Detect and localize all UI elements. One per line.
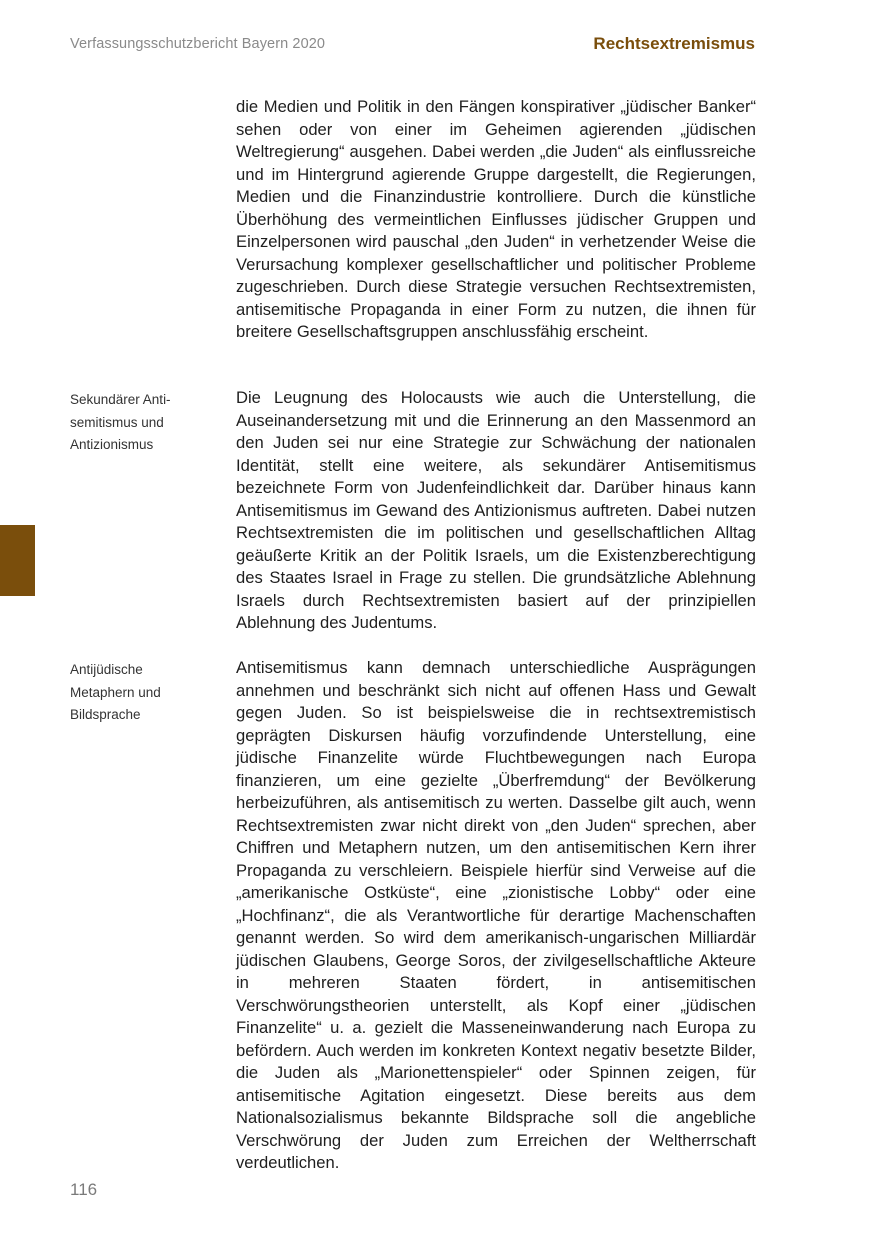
margin-note-antijewish-metaphors xyxy=(70,659,210,727)
paragraph-text: Antisemitismus kann demnach unterschiedliche Ausprägungen annehmen und beschränkt sich nicht auf offenen Hass und Gewalt gegen Juden. So ist beispielsweise die in rechtsextremistisch geprägten Diskursen häufig vorzufindende Unterstellung, eine jüdische Finanzelite würde Fluchtbewegungen nach Europa finanzieren, um eine gezielte „Überfremdung“ der Bevölkerung herbeizuführen, als antisemitisch zu werten. Dasselbe gilt auch, wenn Rechtsextremisten zwar nicht direkt von „den Juden“ sprechen, aber Chiffren und Metaphern nutzen, um den antisemitischen Kern ihrer Propaganda zu verschleiern. Beispiele hierfür sind Verweise auf die „amerikanische Ostküste“, eine „zionistische Lobby“ oder eine „Hochfinanz“, die als Verantwortliche für derartige Machenschaften genannt werden. So wird dem amerikanisch-ungarischen Milliardär jüdischen Glaubens, George Soros, der zivilgesellschaftliche Akteure in mehreren Staaten fördert, in antisemitischen Verschwörungstheorien unterstellt, als Kopf einer „jüdischen Finanzelite“ u. a. gezielt die Masseneinwanderung nach Europa zu befördern. Auch werden im konkreten Kontext negativ besetzte Bilder, die Juden als „Marionettenspieler“ oder Spinnen zeigen, für antisemitische Agitation eingesetzt. Diese bereits aus dem Nationalsozialismus bekannte Bildsprache soll die angebliche Verschwörung der Juden zum Erreichen der Weltherrschaft verdeutlichen. xyxy=(236,658,756,1172)
body-paragraph-2 xyxy=(236,387,756,635)
body-paragraph-1 xyxy=(236,96,756,344)
running-header-report-title: Verfassungsschutzbericht Bayern 2020 xyxy=(70,36,326,52)
paragraph-text: Die Leugnung des Holocausts wie auch die Unterstellung, die Auseinandersetzung mit und die Erinnerung an den Massenmord an den Juden sei nur eine Strategie zur Schwächung der nationalen Identität, stellt eine weitere, als sekundärer Antisemitismus bezeichnete Form von Judenfeindlichkeit dar. Darüber hinaus kann Antisemitismus im Gewand des Antizionismus auftreten. Dabei nutzen Rechtsextremisten die im politischen und gesellschaftlichen Alltag geäußerte Kritik an der Politik Israels, um die Existenzberechtigung des Staates Israel in Frage zu stellen. Die grundsätzliche Ablehnung Israels durch Rechtsextremisten basiert auf der prinzipiellen Ablehnung des Judentums. xyxy=(236,388,756,632)
margin-note-line: Metaphern und xyxy=(70,684,161,700)
body-paragraph-3 xyxy=(236,657,756,1175)
running-header-chapter: Rechtsextremismus xyxy=(593,34,755,53)
margin-note-secondary-antisemitism xyxy=(70,389,210,457)
margin-note-line: semitismus und xyxy=(70,414,164,430)
paragraph-text: die Medien und Politik in den Fängen konspirativer „jüdischer Banker“ sehen oder von einer im Geheimen agierenden „jüdischen Weltregierung“ ausgehen. Dabei werden „die Juden“ als einflussreiche und im Hintergrund agierende Gruppe dargestellt, die Regierungen, Medien und die Finanzindustrie kontrolliere. Durch die künstliche Überhöhung des vermeintlichen Einflusses jüdischer Gruppen und Einzelpersonen wird pauschal „den Juden“ in verhetzender Weise die Verursachung komplexer gesellschaftlicher und politischer Probleme zugeschrieben. Durch diese Strategie versuchen Rechtsextremisten, antisemitische Propaganda in einer Form zu nutzen, die ihnen für breitere Gesellschaftsgruppen anschlussfähig erscheint. xyxy=(236,97,756,341)
margin-note-line: Sekundärer Anti- xyxy=(70,392,171,407)
margin-note-line: Antijüdische xyxy=(70,662,143,677)
chapter-marker-tab xyxy=(0,525,35,596)
margin-note-line: Bildsprache xyxy=(70,707,141,722)
margin-note-line: Antizionismus xyxy=(70,437,154,452)
page-number: 116 xyxy=(70,1180,98,1199)
